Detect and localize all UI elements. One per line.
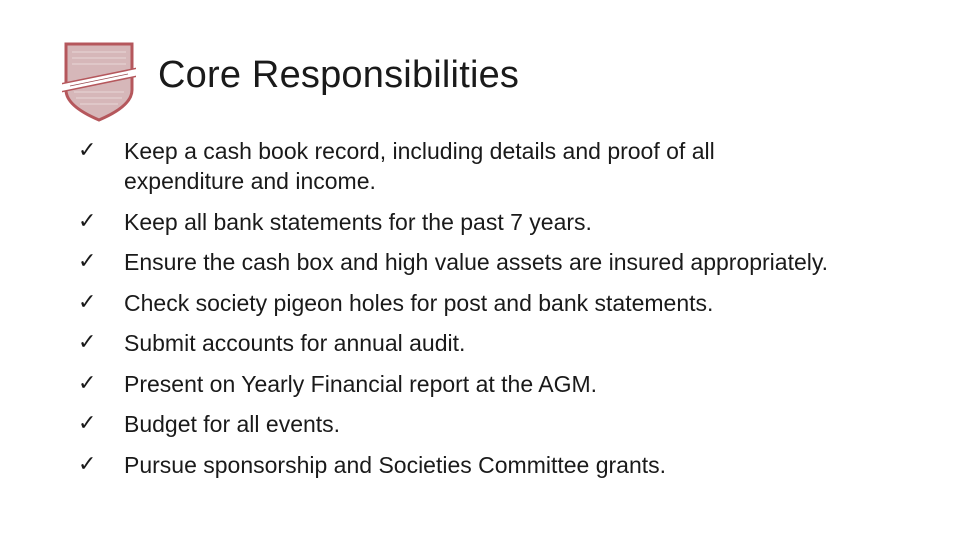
checkmark-icon: ✓ [78, 208, 97, 234]
list-item-text: Budget for all events. [124, 411, 341, 437]
checkmark-icon: ✓ [78, 370, 97, 396]
list-item-text: Present on Yearly Financial report at the AGM. [124, 370, 598, 397]
slide-title: Core Responsibilities [158, 54, 520, 96]
list-item-text: Keep a cash book record, including details and proof of all expenditure and income. [124, 138, 715, 194]
checkmark-icon: ✓ [78, 411, 97, 436]
list-item [78, 207, 928, 237]
list-item-text: Check society pigeon holes for post and bank statements. [124, 289, 714, 316]
checkmark-icon: ✓ [78, 451, 97, 477]
list-item [78, 328, 928, 358]
list-item-text: Keep all bank statements for the past 7 years. [124, 208, 592, 235]
list-item-text: Ensure the cash box and high value assets are insured appropriately. [124, 249, 829, 275]
list-item [78, 450, 928, 480]
checkmark-icon: ✓ [78, 330, 97, 355]
list-item-text: Pursue sponsorship and Societies Committee grants. [124, 451, 667, 478]
society-shield-logo-icon [62, 40, 136, 122]
list-item [78, 409, 928, 439]
checkmark-icon: ✓ [78, 249, 97, 274]
responsibilities-list [78, 136, 928, 490]
list-item-text: Submit accounts for annual audit. [124, 330, 466, 356]
list-item [78, 369, 928, 399]
list-item [78, 288, 928, 318]
checkmark-icon: ✓ [78, 138, 97, 163]
checkmark-icon: ✓ [78, 289, 97, 315]
list-item [78, 136, 928, 196]
list-item [78, 247, 928, 277]
